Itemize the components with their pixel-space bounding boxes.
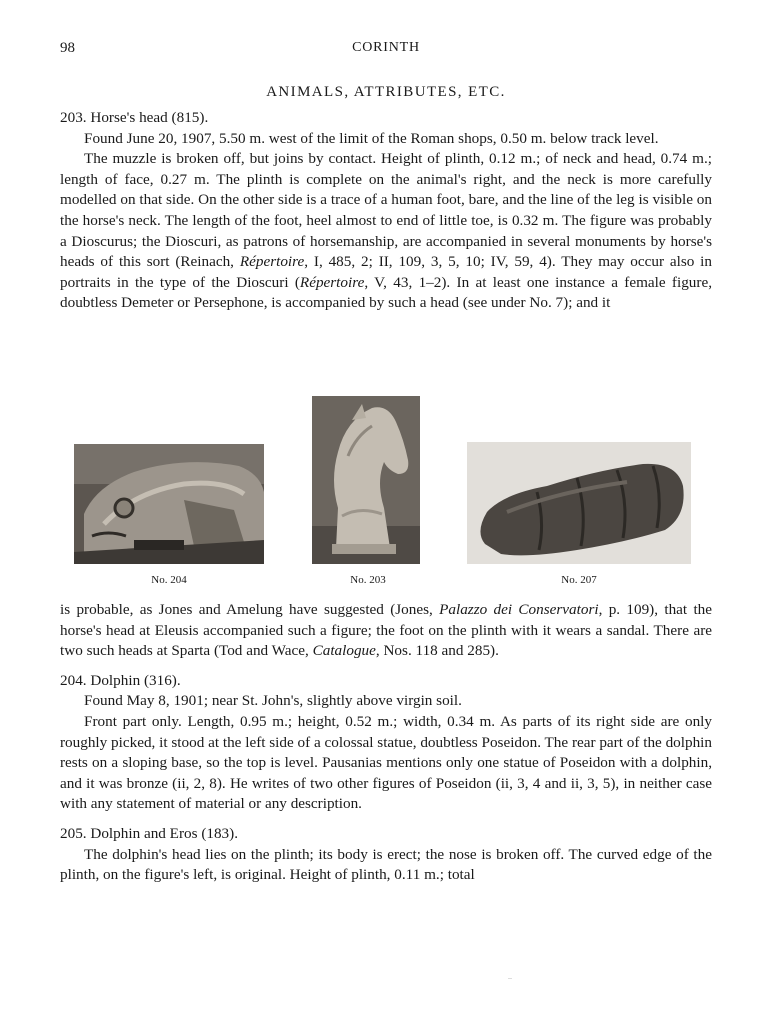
running-title: CORINTH (352, 40, 420, 55)
entry-204-description: Front part only. Length, 0.95 m.; height, 0.52 m.; width, 0.34 m. As parts of its right side are only roughly picked, it stood at the left side of a colossal statue, doubtless Poseidon. The rear part of the dolphin rests on a sloping base, so the top is level. Pausanias mentions only one statue of Poseidon with a dolphin, and it was bronze (ii, 2, 8). He writes of two other figures of Poseidon (ii, 3, 4 and ii, 3, 5), in neither case with any statement of material or any description. (60, 712, 712, 813)
entry-203-description: The muzzle is broken off, but joins by contact. Height of plinth, 0.12 m.; of neck and head, 0.74 m.; length of face, 0.27 m. The plinth is complete on the animal's right, and the neck is more carefully modelled on that side. On the other side is a trace of a human foot, bare, and the line of the leg is visible on the horse's neck. The length of the foot, heel almost to end of little toe, is 0.32 m. The figure was probably a Dioscurus; the Dioscuri, as patrons of horsemanship, are accompanied in several monuments by horse's heads of this sort (Reinach, Répertoire, I, 485, 2; II, 109, 3, 5, 10; IV, 59, 4). They may occur also in portraits in the type of the Dioscuri (Répertoire, V, 43, 1–2). In at least one instance a female figure, doubtless Demeter or Persephone, is accompanied by such a head (see under No. 7); and it (60, 150, 712, 312)
section-title: ANIMALS, ATTRIBUTES, ETC. (266, 84, 506, 100)
figure-207-caption: No. 207 (561, 574, 597, 586)
entry-205-description: The dolphin's head lies on the plinth; its body is erect; the nose is broken off. The curved edge of the plinth, on the figure's left, is original. Height of plinth, 0.11 m.; total (60, 845, 712, 884)
figure-203-photo (312, 396, 420, 564)
page-header (60, 40, 712, 62)
entry-203-continuation-block (60, 600, 712, 886)
scan-speck (508, 978, 512, 979)
entry-205-heading: 205. Dolphin and Eros (183). (60, 824, 239, 842)
entry-204-found: Found May 8, 1901; near St. John's, slightly above virgin soil. (84, 692, 462, 710)
page-number: 98 (60, 40, 75, 56)
entry-203-heading: 203. Horse's head (815). (60, 109, 209, 126)
figure-203-caption: No. 203 (350, 574, 386, 586)
entry-203-found: Found June 20, 1907, 5.50 m. west of the limit of the Roman shops, 0.50 m. below track level. (84, 129, 659, 147)
figure-207-photo (467, 442, 691, 564)
entry-203-block (60, 108, 712, 314)
figure-204-photo (74, 444, 264, 564)
entry-204-heading: 204. Dolphin (316). (60, 671, 181, 689)
entry-203-continuation: is probable, as Jones and Amelung have suggested (Jones, Palazzo dei Conservatori, p. 109), that the horse's head at Eleusis accompanied such a figure; the foot on the plinth with it wears a sandal. There are two such heads at Sparta (Tod and Wace, Catalogue, Nos. 118 and 285). (60, 601, 713, 660)
figure-204-caption: No. 204 (151, 574, 187, 586)
